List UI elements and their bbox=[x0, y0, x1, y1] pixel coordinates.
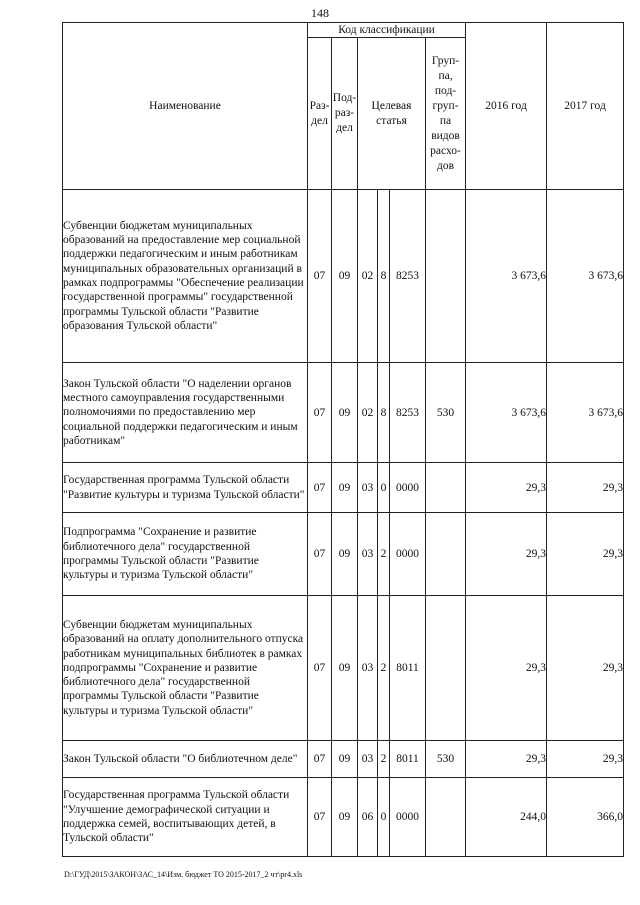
row-expense-group: 530 bbox=[426, 741, 466, 778]
row-target-direction: 8011 bbox=[390, 741, 426, 778]
row-name: Закон Тульской области "О наделении органов местного самоуправления государственными полномочиями по предоставлению мер социальной поддержки педагогическим и иным работникам" bbox=[63, 363, 308, 463]
row-name: Государственная программа Тульской области "Улучшение демографической ситуации и поддержка семей, воспитывающих детей, в Тульской области" bbox=[63, 778, 308, 857]
row-target-subprogram: 2 bbox=[378, 741, 390, 778]
page-number: 148 bbox=[311, 6, 329, 20]
row-value-2016: 29,3 bbox=[466, 741, 547, 778]
row-razdel: 07 bbox=[308, 778, 332, 857]
row-target-program: 03 bbox=[358, 513, 378, 596]
row-name: Закон Тульской области "О библиотечном деле" bbox=[63, 741, 308, 778]
row-name: Подпрограмма "Сохранение и развитие библиотечного дела" государственной программы Тульской области "Развитие культуры и туризма Тульской области" bbox=[63, 513, 308, 596]
row-expense-group bbox=[426, 463, 466, 513]
row-razdel: 07 bbox=[308, 741, 332, 778]
row-target-program: 03 bbox=[358, 596, 378, 741]
row-podrazdel: 09 bbox=[332, 778, 358, 857]
row-podrazdel: 09 bbox=[332, 741, 358, 778]
file-path-footer: D:\ГУД\2015\ЗАКОН\ЗАС_14\Изм. бюджет ТО 2015-2017_2 чт\pr4.xls bbox=[64, 870, 303, 879]
header-year-2017: 2017 год bbox=[547, 23, 624, 190]
row-expense-group bbox=[426, 596, 466, 741]
row-razdel: 07 bbox=[308, 363, 332, 463]
row-target-direction: 8253 bbox=[390, 363, 426, 463]
row-name: Субвенции бюджетам муниципальных образований на оплату дополнительного отпуска работникам муниципальных библиотек в рамках подпрограммы "Сохранение и развитие библиотечного дела" государственной программы Тульской области "Развитие культуры и туризма Тульской области" bbox=[63, 596, 308, 741]
row-target-direction: 8253 bbox=[390, 190, 426, 363]
header-group: Груп- па, под- груп- па видов расхо- дов bbox=[426, 38, 466, 190]
row-target-direction: 8011 bbox=[390, 596, 426, 741]
row-name: Государственная программа Тульской области "Развитие культуры и туризма Тульской области" bbox=[63, 463, 308, 513]
budget-table bbox=[62, 22, 624, 857]
row-target-subprogram: 0 bbox=[378, 463, 390, 513]
row-value-2016: 3 673,6 bbox=[466, 363, 547, 463]
row-podrazdel: 09 bbox=[332, 513, 358, 596]
row-value-2017: 3 673,6 bbox=[547, 363, 624, 463]
row-razdel: 07 bbox=[308, 513, 332, 596]
table-row bbox=[63, 778, 624, 857]
row-podrazdel: 09 bbox=[332, 363, 358, 463]
row-target-subprogram: 8 bbox=[378, 363, 390, 463]
table-row bbox=[63, 190, 624, 363]
row-target-direction: 0000 bbox=[390, 513, 426, 596]
row-razdel: 07 bbox=[308, 463, 332, 513]
row-value-2017: 29,3 bbox=[547, 596, 624, 741]
row-target-program: 03 bbox=[358, 463, 378, 513]
header-podrazdel: Под- раз- дел bbox=[332, 38, 358, 190]
header-razdel: Раз- дел bbox=[308, 38, 332, 190]
row-podrazdel: 09 bbox=[332, 463, 358, 513]
row-name: Субвенции бюджетам муниципальных образований на предоставление мер социальной поддержки педагогическим и иным работникам муниципальных образовательных организаций в рамках подпрограммы "Обеспечение реализации государственной программы" государственной программы Тульской области "Развитие образования Тульской области" bbox=[63, 190, 308, 363]
table-row bbox=[63, 596, 624, 741]
row-expense-group bbox=[426, 513, 466, 596]
row-value-2016: 29,3 bbox=[466, 596, 547, 741]
row-value-2017: 29,3 bbox=[547, 513, 624, 596]
row-value-2016: 29,3 bbox=[466, 513, 547, 596]
header-name: Наименование bbox=[63, 23, 308, 190]
row-value-2016: 29,3 bbox=[466, 463, 547, 513]
row-target-subprogram: 8 bbox=[378, 190, 390, 363]
row-podrazdel: 09 bbox=[332, 190, 358, 363]
table-row bbox=[63, 513, 624, 596]
row-target-subprogram: 2 bbox=[378, 513, 390, 596]
row-razdel: 07 bbox=[308, 190, 332, 363]
header-target: Целевая статья bbox=[358, 38, 426, 190]
row-value-2016: 3 673,6 bbox=[466, 190, 547, 363]
row-target-program: 06 bbox=[358, 778, 378, 857]
row-target-subprogram: 0 bbox=[378, 778, 390, 857]
row-target-program: 03 bbox=[358, 741, 378, 778]
row-target-direction: 0000 bbox=[390, 463, 426, 513]
table-row bbox=[63, 463, 624, 513]
header-year-2016: 2016 год bbox=[466, 23, 547, 190]
table-row bbox=[63, 741, 624, 778]
row-value-2017: 29,3 bbox=[547, 741, 624, 778]
row-value-2017: 3 673,6 bbox=[547, 190, 624, 363]
row-target-direction: 0000 bbox=[390, 778, 426, 857]
table-row bbox=[63, 363, 624, 463]
row-target-program: 02 bbox=[358, 363, 378, 463]
row-expense-group bbox=[426, 190, 466, 363]
row-target-program: 02 bbox=[358, 190, 378, 363]
row-razdel: 07 bbox=[308, 596, 332, 741]
header-code-group: Код классификации bbox=[308, 23, 466, 38]
row-value-2017: 29,3 bbox=[547, 463, 624, 513]
row-value-2017: 366,0 bbox=[547, 778, 624, 857]
row-expense-group bbox=[426, 778, 466, 857]
row-target-subprogram: 2 bbox=[378, 596, 390, 741]
row-expense-group: 530 bbox=[426, 363, 466, 463]
row-value-2016: 244,0 bbox=[466, 778, 547, 857]
row-podrazdel: 09 bbox=[332, 596, 358, 741]
